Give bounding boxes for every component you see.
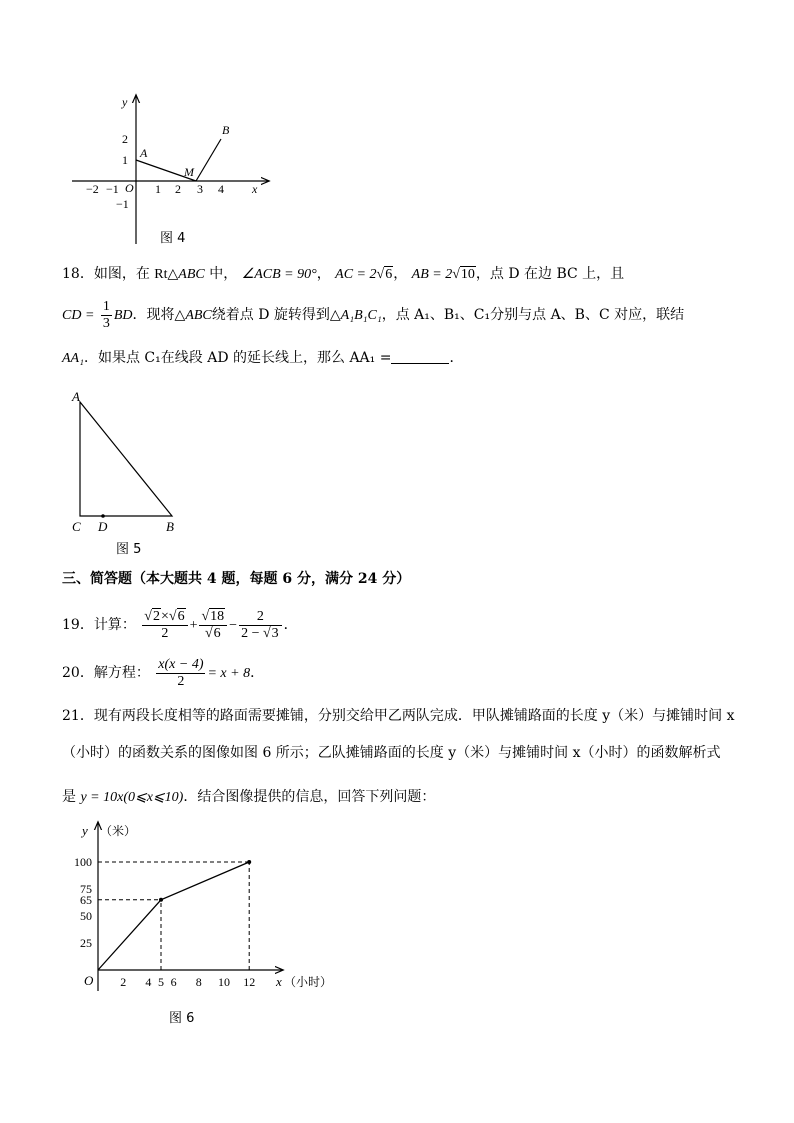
y-tick-label: 50 xyxy=(80,909,92,923)
label-a: A xyxy=(72,389,80,404)
fraction-1: $\frac{√2\times√6}{2}$ xyxy=(142,609,187,642)
label-b: B xyxy=(166,519,174,534)
q20: 20．解方程： $\frac{x(x - 4)}{2}$ = x + 8． xyxy=(62,656,265,689)
q18-line2: CD = $\frac{1}{3}$ BD．现将△ABC绕着点 D 旋转得到△A₁B₁C₁，点 A₁、B₁、C₁分别与点 A、B、C 对应，联结 xyxy=(62,298,685,331)
figure-4-caption: 图 4 xyxy=(160,231,186,246)
q19-number: 19． xyxy=(62,617,94,633)
figure-4 xyxy=(60,88,280,254)
x-tick-label: 2 xyxy=(120,975,127,989)
triangle-abc xyxy=(80,402,172,516)
x-tick-label: 6 xyxy=(170,975,177,989)
x-tick-label: 12 xyxy=(243,975,256,989)
q19: 19．计算： $\frac{√2\times√6}{2}$ + $\frac{√18}{√6}$ − $\frac{2}{2 - √3}$ ． xyxy=(62,608,298,641)
x-tick-label: 4 xyxy=(145,975,152,989)
segment-mb xyxy=(196,139,221,181)
point-label-m: M xyxy=(184,165,194,179)
figure-5 xyxy=(64,386,194,558)
angle-acb: ∠ACB = 90° xyxy=(241,267,317,282)
figure-5-caption: 图 5 xyxy=(116,542,142,557)
data-point xyxy=(159,898,163,902)
x-tick: −2 xyxy=(86,182,99,196)
x-tick-label: 10 xyxy=(218,975,230,989)
answer-blank[interactable] xyxy=(391,351,449,364)
x-unit-label: （小时） xyxy=(284,975,333,989)
figure-6-chart xyxy=(60,815,350,1030)
series-line xyxy=(98,862,249,970)
data-point xyxy=(247,860,251,864)
figure-6-caption: 图 6 xyxy=(169,1011,195,1026)
q21-formula: y = 10x(0⩽x⩽10) xyxy=(80,790,184,805)
q21-line3: 是 y = 10x(0⩽x⩽10)．结合图像提供的信息，回答下列问题： xyxy=(62,789,436,805)
y-tick-label: 65 xyxy=(80,892,92,907)
y-tick-label: 75 xyxy=(80,882,92,896)
q21-line1: 21．现有两段长度相等的路面需要摊铺，分别交给甲乙两队完成．甲队摊铺路面的长度 y（米）与摊铺时间 x xyxy=(62,708,735,724)
q18-number: 18． xyxy=(62,266,94,282)
point-label-b: B xyxy=(222,123,230,137)
origin-label: O xyxy=(84,973,94,988)
q18-line1: 18．如图，在 Rt△ABC 中， ∠ACB = 90°， AC = 2√6， AB = 2√10，点 D 在边 BC 上，且 xyxy=(62,266,625,282)
q21-line2: （小时）的函数关系的图像如图 6 所示；乙队摊铺路面的长度 y（米）与摊铺时间 x（小时）的函数解析式 xyxy=(62,745,721,761)
x-tick: −1 xyxy=(106,182,119,196)
x-tick: 4 xyxy=(218,182,224,196)
x-tick-label: 8 xyxy=(195,975,202,989)
point-label-a: A xyxy=(140,146,148,160)
x-tick: 3 xyxy=(197,182,203,196)
x-tick: 2 xyxy=(175,182,181,196)
y-unit-label: （米） xyxy=(100,824,137,838)
axis-label-x: x xyxy=(276,974,282,989)
x-tick-label: 5 xyxy=(158,975,164,989)
fraction-one-third: $\frac{1}{3}$ xyxy=(102,298,110,331)
label-d: D xyxy=(98,519,108,534)
label-c: C xyxy=(72,519,81,534)
q18-line3: AA₁．如果点 C₁在线段 AD 的延长线上，那么 AA₁ = ． xyxy=(62,350,464,366)
origin-label: O xyxy=(125,181,134,195)
y-tick-label: 25 xyxy=(80,936,92,950)
point-d xyxy=(101,514,105,518)
q20-fraction: $\frac{x(x - 4)}{2}$ xyxy=(158,656,204,689)
y-tick-label: 100 xyxy=(74,855,92,869)
x-tick: 1 xyxy=(155,182,161,196)
fraction-3: $\frac{2}{2 - √3}$ xyxy=(239,609,282,642)
axis-label-y: y xyxy=(82,823,88,838)
y-tick: −1 xyxy=(116,197,129,211)
axis-label-x: x xyxy=(252,182,258,196)
section-3-title: 三、简答题（本大题共 4 题，每题 6 分，满分 24 分） xyxy=(62,571,411,587)
axis-label-y: y xyxy=(122,95,128,109)
y-tick: 2 xyxy=(122,132,128,146)
q20-number: 20． xyxy=(62,665,94,681)
y-tick: 1 xyxy=(122,153,128,167)
fraction-2: $\frac{√18}{√6}$ xyxy=(199,609,227,642)
